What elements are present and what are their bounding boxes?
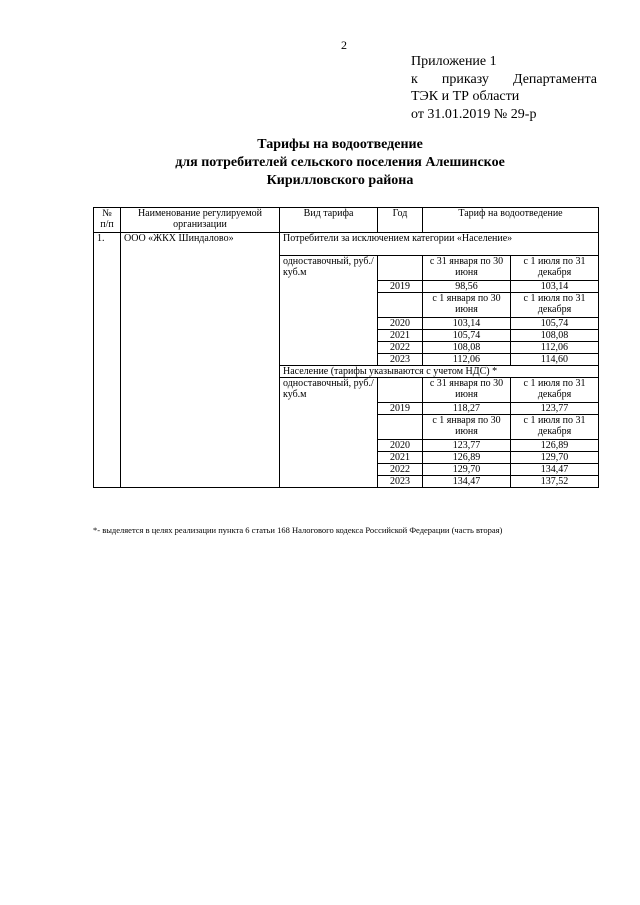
table-header-row: [94, 208, 599, 233]
tariff-first-half: 123,77: [423, 440, 511, 452]
appendix-department: ТЭК и ТР области: [411, 89, 520, 104]
tariff-first-half: 129,70: [423, 464, 511, 476]
tariff-second-half: 114,60: [511, 354, 599, 366]
period-year-blank: [378, 415, 423, 440]
tariff-type: одноставочный, руб./куб.м: [280, 378, 378, 488]
tariff-second-half: 112,06: [511, 342, 599, 354]
header-organization: Наименование регулируемой организации: [121, 208, 280, 233]
period-year-blank: [378, 256, 423, 281]
tariff-second-half: 134,47: [511, 464, 599, 476]
tariff-type: одноставочный, руб./куб.м: [280, 256, 378, 366]
tariff-first-half: 108,08: [423, 342, 511, 354]
tariff-first-half: 105,74: [423, 330, 511, 342]
footnote: *- выделяется в целях реализации пункта 6 статьи 168 Налогового кодекса Российской Федерации (часть вторая): [93, 525, 503, 535]
period-header-h1: с 1 января по 30 июня: [423, 293, 511, 318]
year-cell: 2020: [378, 440, 423, 452]
tariff-first-half: 103,14: [423, 318, 511, 330]
title-line-1: Тарифы на водоотведение: [257, 137, 423, 152]
tariff-second-half: 105,74: [511, 318, 599, 330]
consumer-group-label: Население (тарифы указываются с учетом НДС) *: [280, 366, 599, 378]
year-cell: 2021: [378, 330, 423, 342]
header-tariff-kind: Вид тарифа: [280, 208, 378, 233]
year-cell: 2020: [378, 318, 423, 330]
appendix-title: Приложение 1: [411, 54, 497, 69]
tariff-second-half: 137,52: [511, 476, 599, 488]
group-label-row: [94, 233, 599, 256]
tariff-second-half: 123,77: [511, 403, 599, 415]
tariff-first-half: 112,06: [423, 354, 511, 366]
appendix-date: от 31.01.2019 № 29-р: [411, 106, 537, 122]
tariff-second-half: 129,70: [511, 452, 599, 464]
header-num: № п/п: [94, 208, 121, 233]
tariff-first-half: 134,47: [423, 476, 511, 488]
header-tariff: Тариф на водоотведение: [423, 208, 599, 233]
title-line-3: Кирилловского района: [266, 173, 414, 188]
year-cell: 2021: [378, 452, 423, 464]
year-cell: 2023: [378, 476, 423, 488]
period-header-h2: с 1 июля по 31 декабря: [511, 378, 599, 403]
row-number: 1.: [94, 233, 121, 488]
organization-name: ООО «ЖКХ Шиндалово»: [121, 233, 280, 488]
tariff-first-half: 98,56: [423, 281, 511, 293]
period-header-h2: с 1 июля по 31 декабря: [511, 293, 599, 318]
appendix-order-line: [411, 71, 597, 89]
page-number: 2: [341, 38, 347, 52]
period-header-h2: с 1 июля по 31 декабря: [511, 256, 599, 281]
document-title: [80, 136, 600, 190]
appendix-word-order: приказу: [441, 71, 489, 87]
period-header-h1: с 31 января по 30 июня: [423, 378, 511, 403]
year-cell: 2019: [378, 281, 423, 293]
appendix-block: [411, 53, 597, 123]
year-cell: 2023: [378, 354, 423, 366]
year-cell: 2019: [378, 403, 423, 415]
period-year-blank: [378, 378, 423, 403]
appendix-word-k: к: [411, 71, 418, 87]
tariff-first-half: 126,89: [423, 452, 511, 464]
header-year: Год: [378, 208, 423, 233]
tariff-first-half: 118,27: [423, 403, 511, 415]
year-cell: 2022: [378, 342, 423, 354]
tariff-second-half: 103,14: [511, 281, 599, 293]
consumer-group-label: Потребители за исключением категории «Население»: [280, 233, 599, 256]
tariff-second-half: 108,08: [511, 330, 599, 342]
tariff-second-half: 126,89: [511, 440, 599, 452]
tariff-table: [93, 207, 599, 488]
period-header-h1: с 31 января по 30 июня: [423, 256, 511, 281]
title-line-2: для потребителей сельского поселения Алешинское: [175, 155, 505, 170]
year-cell: 2022: [378, 464, 423, 476]
period-header-h2: с 1 июля по 31 декабря: [511, 415, 599, 440]
appendix-word-department: Департамента: [512, 71, 597, 87]
period-year-blank: [378, 293, 423, 318]
period-header-h1: с 1 января по 30 июня: [423, 415, 511, 440]
